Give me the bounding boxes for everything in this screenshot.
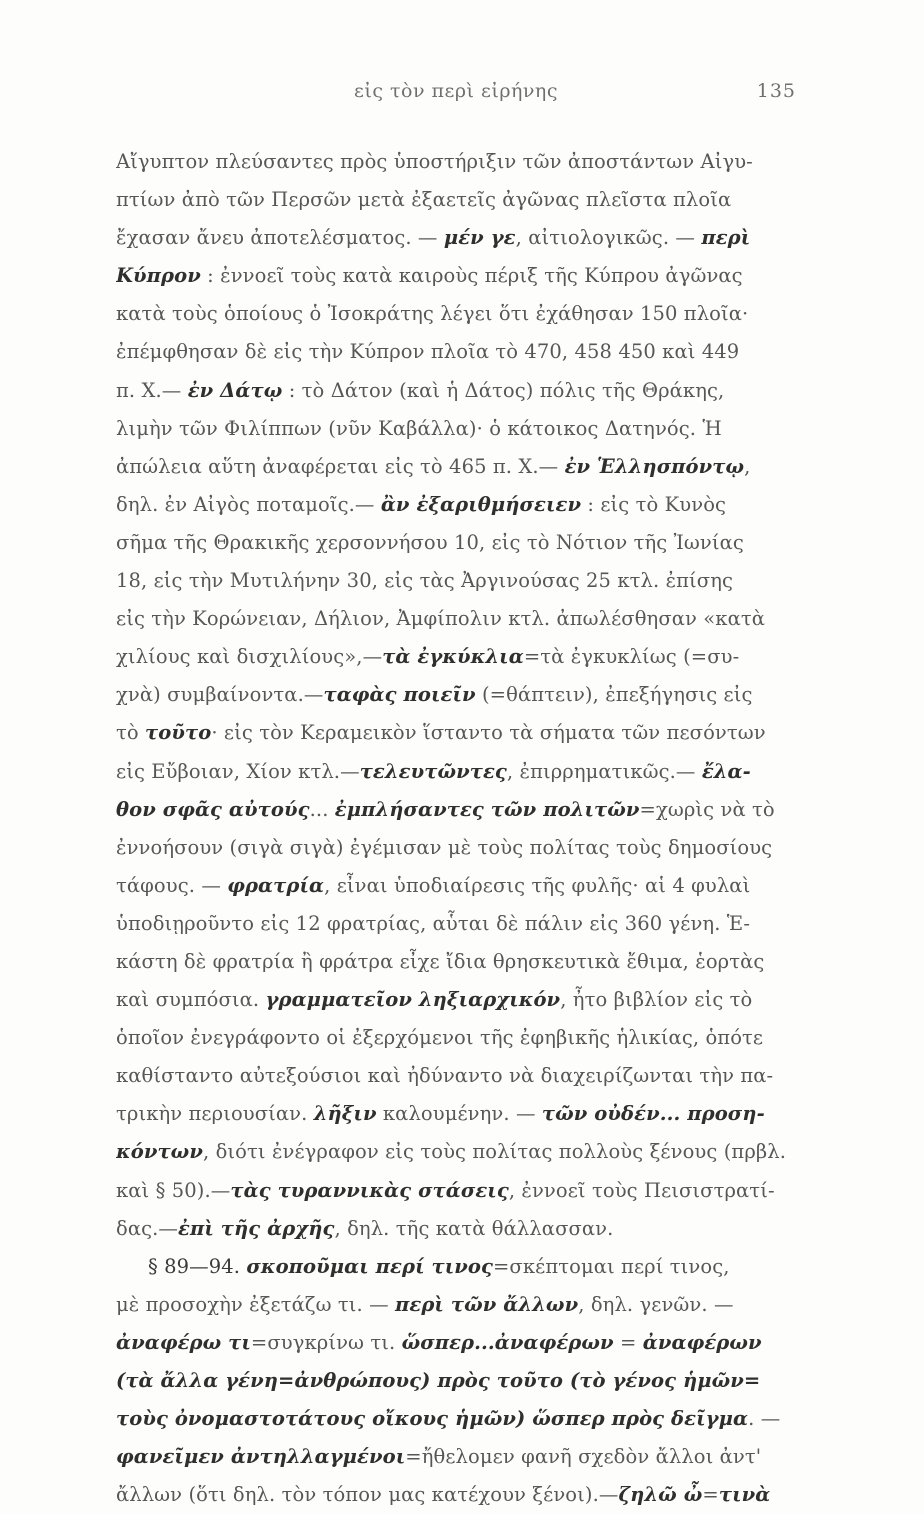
lemma: θον σφᾶς αὐτούς: [116, 797, 310, 821]
lemma: μέν γε: [443, 226, 516, 250]
text-line: [116, 1248, 796, 1286]
text-run: =συγκρίνω τι.: [250, 1330, 402, 1354]
text-run: ἔχασαν ἄνευ ἀποτελέσματος. —: [116, 226, 444, 250]
text-run: ἄλλων (ὅτι δηλ. τὸν τόπον μας κατέχουν ξένοι).—: [116, 1483, 619, 1507]
text-run: =ἤθελομεν φανῆ σχεδὸν ἄλλοι ἀντ': [405, 1445, 762, 1469]
text-run: καλουμένην. —: [376, 1102, 542, 1126]
text-run: =χωρὶς νὰ τὸ: [639, 797, 775, 821]
text-run: 18, εἰς τὴν Μυτιλήνην 30, εἰς τὰς Ἀργινούσας 25 κτλ. ἐπίσης: [116, 569, 734, 593]
text-run: καθίσταντο αὐτεξούσιοι καὶ ἠδύναντο νὰ διαχειρίζωνται τὴν πα-: [116, 1064, 774, 1088]
text-line: [116, 524, 796, 562]
text-run: σῆμα τῆς Θρακικῆς χερσοννήσου 10, εἰς τὸ Νότιον τῆς Ἰωνίας: [116, 530, 744, 554]
text-run: κάστη δὲ φρατρία ἢ φράτρα εἶχε ἴδια θρησκευτικὰ ἔθιμα, ἑορτὰς: [116, 949, 765, 973]
text-line: [116, 181, 796, 219]
text-run: , διότι ἐνέγραφον εἰς τοὺς πολίτας πολλοὺς ξένους (πρβλ.: [202, 1140, 787, 1164]
text-run: ὁποῖον ἐνεγράφοντο οἱ ἐξερχόμενοι τῆς ἐφηβικῆς ἡλικίας, ὁπότε: [116, 1026, 764, 1050]
lemma: φρατρία: [227, 873, 325, 897]
lemma: τοὺς ὀνομαστοτάτους οἴκους ἡμῶν) ὥσπερ πρὸς δεῖγμα: [116, 1407, 749, 1431]
lemma: τὰ ἐγκύκλια: [382, 645, 524, 669]
text-line: [116, 791, 796, 829]
text-line: [116, 562, 796, 600]
lemma: (τὰ ἄλλα γένη=ἀνθρώπους) πρὸς τοῦτο (τὸ γένος ἡμῶν=: [116, 1369, 761, 1392]
text-run: =: [702, 1483, 719, 1507]
lemma: λῆξιν: [313, 1102, 377, 1126]
lemma: περὶ: [701, 226, 751, 250]
lemma: ἐπὶ τῆς ἀρχῆς: [178, 1216, 335, 1240]
lemma: ἔλα-: [701, 759, 751, 783]
text-line: [116, 829, 796, 867]
text-run: , δηλ. τῆς κατὰ θάλλασσαν.: [334, 1216, 614, 1240]
text-run: : ἐννοεῖ τοὺς κατὰ καιροὺς πέριξ τῆς Κύπρου ἀγῶνας: [200, 264, 743, 288]
text-line: [116, 600, 796, 638]
text-run: ἐπέμφθησαν δὲ εἰς τὴν Κύπρον πλοῖα τὸ 470, 458 450 καὶ 449: [116, 340, 740, 364]
text-run: , ἐπιρρηματικῶς.—: [506, 759, 702, 783]
text-run: ...: [309, 797, 335, 821]
lemma: τῶν οὐδέν... προση-: [541, 1102, 765, 1126]
text-line: [116, 1324, 796, 1362]
text-run: τὸ: [116, 721, 146, 745]
lemma: ἐν Ἑλλησπόντῳ: [564, 454, 745, 478]
text-run: ἀπώλεια αὕτη ἀναφέρεται εἰς τὸ 465 π. Χ.—: [116, 454, 565, 478]
text-line: [116, 410, 796, 448]
lemma: γραμματεῖον ληξιαρχικόν: [265, 988, 561, 1012]
text-run: ὑποδιῃροῦντο εἰς 12 φρατρίας, αὗται δὲ πάλιν εἰς 360 γένη. Ἑ-: [116, 911, 751, 935]
lemma: φανεῖμεν ἀντηλλαγμένοι: [116, 1445, 406, 1469]
text-run: : τὸ Δάτον (καὶ ἡ Δάτος) πόλις τῆς Θράκης,: [282, 378, 725, 402]
text-run: =τὰ ἐγκυκλίως (=συ-: [523, 645, 740, 669]
lemma: Κύπρον: [116, 264, 201, 288]
text-run: τάφους. —: [116, 873, 228, 897]
text-run: : εἰς τὸ Κυνὸς: [581, 492, 727, 516]
text-line: [116, 1019, 796, 1057]
text-run: , αἰτιολογικῶς. —: [515, 226, 702, 250]
text-run: , ἦτο βιβλίον εἰς τὸ: [560, 988, 753, 1012]
text-line: [116, 1057, 796, 1095]
section-marker: § 89—94.: [148, 1254, 247, 1278]
text-run: . —: [748, 1407, 781, 1431]
text-line: [116, 1095, 796, 1133]
text-run: (=θάπτειν), ἐπεξήγησις εἰς: [475, 683, 753, 707]
text-run: εἰς Εὔβοιαν, Χίον κτλ.—: [116, 759, 360, 783]
text-line: [116, 1172, 796, 1210]
text-line: [116, 943, 796, 981]
text-run: ἐννοήσουν (σιγὰ σιγὰ) ἐγέμισαν μὲ τοὺς πολίτας τοὺς δημοσίους: [116, 835, 773, 859]
text-run: καὶ συμπόσια.: [116, 988, 266, 1012]
running-head: [116, 80, 796, 110]
text-line: [116, 1133, 796, 1171]
text-run: τρικὴν περιουσίαν.: [116, 1102, 314, 1126]
lemma: τινὰ: [718, 1483, 771, 1507]
text-line: [116, 1210, 796, 1248]
text-run: λιμὴν τῶν Φιλίππων (νῦν Καβάλλα)· ὁ κάτοικος Δατηνός. Ἡ: [116, 416, 722, 440]
text-line: [116, 1400, 796, 1438]
text-run: Αἴγυπτον πλεύσαντες πρὸς ὑποστήριξιν τῶν ἀποστάντων Αἰγυ-: [116, 150, 753, 173]
lemma: ἀναφέρων: [642, 1330, 762, 1354]
lemma: περὶ τῶν ἄλλων: [395, 1292, 579, 1316]
lemma: τὰς τυραννικὰς στάσεις: [230, 1178, 509, 1202]
text-line: [116, 295, 796, 333]
text-line: [116, 372, 796, 410]
text-run: , εἶναι ὑποδιαίρεσις τῆς φυλῆς· αἱ 4 φυλαὶ: [324, 873, 751, 897]
text-run: πτίων ἀπὸ τῶν Περσῶν μετὰ ἐξαετεῖς ἀγῶνας πλεῖστα πλοῖα: [116, 188, 732, 212]
text-run: π. Χ.—: [116, 378, 188, 402]
lemma: κόντων: [116, 1140, 203, 1164]
text-line: [116, 1438, 796, 1476]
text-run: μὲ προσοχὴν ἐξετάζω τι. —: [116, 1292, 396, 1316]
lemma: ἂν ἐξαριθμήσειεν: [380, 492, 582, 516]
text-line: [116, 1362, 796, 1400]
text-line: [116, 981, 796, 1019]
text-run: εἰς τὴν Κορώνειαν, Δήλιον, Ἀμφίπολιν κτλ. ἀπωλέσθησαν «κατὰ: [116, 607, 765, 631]
text-run: δας.—: [116, 1216, 179, 1240]
lemma: τελευτῶντες: [359, 759, 507, 783]
text-line: [116, 753, 796, 791]
page-number: 135: [756, 80, 796, 102]
lemma: ὥσπερ...ἀναφέρων: [401, 1330, 614, 1354]
lemma: ἀναφέρω τι: [116, 1330, 251, 1354]
text-run: ,: [744, 454, 751, 478]
text-line: [116, 257, 796, 295]
text-run: , δηλ. γενῶν. —: [578, 1292, 734, 1316]
text-run: κατὰ τοὺς ὁποίους ὁ Ἰσοκράτης λέγει ὅτι ἐχάθησαν 150 πλοῖα·: [116, 302, 749, 326]
text-line: [116, 638, 796, 676]
lemma: ἐμπλήσαντες τῶν πολιτῶν: [334, 797, 640, 821]
text-run: χνὰ) συμβαίνοντα.—: [116, 683, 324, 707]
text-line: [116, 867, 796, 905]
text-line: [116, 333, 796, 371]
text-line: [116, 714, 796, 752]
lemma: ἐν Δάτῳ: [187, 378, 283, 402]
text-line: [116, 1286, 796, 1324]
text-run: , ἐννοεῖ τοὺς Πεισιστρατί-: [508, 1178, 775, 1202]
text-run: χιλίους καὶ δισχιλίους»,—: [116, 645, 383, 669]
text-run: =: [613, 1330, 643, 1354]
lemma: σκοποῦμαι περί τινος: [246, 1254, 493, 1278]
lemma: ζηλῶ ὦ: [618, 1483, 703, 1507]
text-line: [116, 219, 796, 257]
commentary-text: [116, 143, 796, 1514]
text-line: [116, 905, 796, 943]
text-run: · εἰς τὸν Κεραμεικὸν ἵσταντο τὰ σήματα τῶν πεσόντων: [211, 721, 766, 745]
text-line: [116, 486, 796, 524]
lemma: τοῦτο: [145, 721, 212, 745]
text-run: καὶ § 50).—: [116, 1178, 231, 1202]
lemma: ταφὰς ποιεῖν: [323, 683, 476, 707]
text-line: [116, 448, 796, 486]
text-line: [116, 143, 796, 181]
running-title: εἰς τὸν περὶ εἰρήνης: [354, 80, 558, 102]
text-line: [116, 676, 796, 714]
text-run: δηλ. ἐν Αἰγὸς ποταμοῖς.—: [116, 492, 381, 516]
text-line: [116, 1476, 796, 1514]
text-run: =σκέπτομαι περί τινος,: [492, 1254, 730, 1278]
